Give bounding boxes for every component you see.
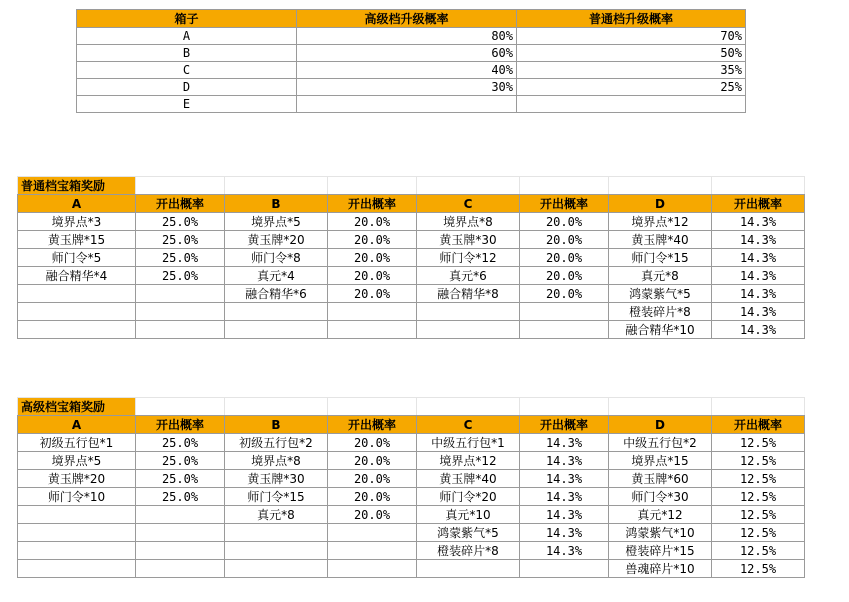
reward-item-cell[interactable]: 师门令*15 [225,488,328,506]
probability-cell[interactable] [328,321,417,339]
table-row [18,560,805,578]
header-cell[interactable]: 开出概率 [520,195,609,213]
header-cell[interactable]: B [225,416,328,434]
reward-item-cell[interactable]: 真元*12 [609,506,712,524]
reward-item-cell[interactable]: 中级五行包*2 [609,434,712,452]
probability-cell[interactable] [136,285,225,303]
reward-item-cell[interactable] [225,303,328,321]
table-cell[interactable]: 40% [297,62,517,79]
reward-item-cell[interactable]: 鸿蒙紫气*10 [609,524,712,542]
probability-cell[interactable]: 25.0% [136,231,225,249]
reward-item-cell[interactable]: 师门令*8 [225,249,328,267]
table-row [18,524,805,542]
reward-item-cell[interactable] [417,303,520,321]
probability-cell[interactable]: 20.0% [328,285,417,303]
reward-item-cell[interactable]: 境界点*15 [609,452,712,470]
table-cell[interactable]: 80% [297,28,517,45]
table-cell[interactable]: C [77,62,297,79]
probability-cell[interactable]: 12.5% [712,488,805,506]
probability-cell[interactable] [520,303,609,321]
table-cell[interactable]: E [77,96,297,113]
probability-cell[interactable] [328,303,417,321]
header-cell[interactable]: 开出概率 [520,416,609,434]
table-title-row [18,177,805,195]
table-row [18,249,805,267]
header-cell[interactable]: 高级档升级概率 [297,10,517,28]
probability-cell[interactable]: 14.3% [520,452,609,470]
probability-cell[interactable]: 12.5% [712,470,805,488]
probability-cell[interactable]: 20.0% [520,267,609,285]
normal-reward-table [17,176,805,339]
upgrade-probability-table [76,9,746,113]
table-row [18,285,805,303]
probability-cell[interactable]: 12.5% [712,524,805,542]
reward-item-cell[interactable]: 橙装碎片*15 [609,542,712,560]
reward-item-cell[interactable]: 真元*4 [225,267,328,285]
probability-cell[interactable]: 12.5% [712,434,805,452]
header-cell[interactable]: C [417,195,520,213]
table-row [77,79,746,96]
reward-item-cell[interactable]: 黄玉牌*20 [225,231,328,249]
reward-item-cell[interactable]: 境界点*5 [225,213,328,231]
header-cell[interactable]: B [225,195,328,213]
reward-item-cell[interactable]: 师门令*5 [18,249,136,267]
reward-item-cell[interactable]: 黄玉牌*60 [609,470,712,488]
table-row [18,267,805,285]
probability-cell[interactable]: 25.0% [136,434,225,452]
probability-cell[interactable]: 14.3% [712,231,805,249]
table-row [77,28,746,45]
probability-cell[interactable]: 25.0% [136,452,225,470]
table-cell[interactable] [297,96,517,113]
table-cell[interactable]: 70% [517,28,746,45]
reward-item-cell[interactable]: 鸿蒙紫气*5 [417,524,520,542]
table-cell[interactable]: 25% [517,79,746,96]
table-row [77,96,746,113]
header-cell[interactable]: 开出概率 [136,416,225,434]
table-cell[interactable]: 35% [517,62,746,79]
table-row [18,506,805,524]
probability-cell[interactable]: 20.0% [328,213,417,231]
probability-cell[interactable]: 25.0% [136,470,225,488]
reward-item-cell[interactable]: 境界点*8 [417,213,520,231]
probability-cell[interactable]: 20.0% [328,434,417,452]
probability-cell[interactable] [136,524,225,542]
reward-item-cell[interactable]: 真元*8 [225,506,328,524]
reward-item-cell[interactable]: 黄玉牌*40 [417,470,520,488]
normal-reward-rows [18,213,805,339]
table-header-row [77,10,746,28]
reward-item-cell[interactable] [225,524,328,542]
probability-cell[interactable]: 14.3% [712,213,805,231]
table-cell[interactable]: B [77,45,297,62]
header-cell[interactable]: 开出概率 [136,195,225,213]
reward-item-cell[interactable]: 橙装碎片*8 [417,542,520,560]
header-cell[interactable]: 开出概率 [712,195,805,213]
probability-cell[interactable]: 20.0% [328,470,417,488]
table-cell[interactable]: 60% [297,45,517,62]
probability-cell[interactable]: 20.0% [520,231,609,249]
reward-item-cell[interactable]: 真元*6 [417,267,520,285]
probability-cell[interactable]: 20.0% [328,249,417,267]
reward-item-cell[interactable]: 黄玉牌*15 [18,231,136,249]
probability-cell[interactable] [328,542,417,560]
reward-item-cell[interactable]: 师门令*12 [417,249,520,267]
table-row [18,542,805,560]
probability-cell[interactable]: 20.0% [520,249,609,267]
header-cell[interactable]: D [609,195,712,213]
reward-item-cell[interactable]: 真元*8 [609,267,712,285]
reward-item-cell[interactable]: 境界点*12 [609,213,712,231]
table-cell[interactable]: 50% [517,45,746,62]
advanced-reward-table [17,397,805,578]
reward-item-cell[interactable] [18,506,136,524]
reward-item-cell[interactable]: 黄玉牌*30 [225,470,328,488]
section-title: 高级档宝箱奖励 [18,398,136,416]
probability-cell[interactable]: 20.0% [328,267,417,285]
header-cell[interactable]: 开出概率 [712,416,805,434]
table-cell[interactable]: D [77,79,297,96]
reward-item-cell[interactable] [417,560,520,578]
table-header-row [18,416,805,434]
reward-item-cell[interactable]: 融合精华*10 [609,321,712,339]
reward-item-cell[interactable]: 融合精华*4 [18,267,136,285]
reward-item-cell[interactable]: 融合精华*6 [225,285,328,303]
probability-cell[interactable]: 25.0% [136,267,225,285]
table-cell[interactable] [517,96,746,113]
reward-item-cell[interactable]: 境界点*8 [225,452,328,470]
probability-cell[interactable] [136,542,225,560]
probability-cell[interactable] [136,321,225,339]
probability-cell[interactable]: 14.3% [520,434,609,452]
probability-cell[interactable]: 12.5% [712,452,805,470]
header-cell[interactable]: A [18,195,136,213]
reward-item-cell[interactable] [417,321,520,339]
probability-cell[interactable]: 14.3% [712,321,805,339]
reward-item-cell[interactable]: 师门令*20 [417,488,520,506]
table-row [18,231,805,249]
probability-cell[interactable] [136,303,225,321]
table-row [77,45,746,62]
table-header-row [18,195,805,213]
table-cell[interactable]: 30% [297,79,517,96]
probability-cell[interactable]: 20.0% [328,231,417,249]
probability-cell[interactable]: 14.3% [520,470,609,488]
reward-item-cell[interactable]: 黄玉牌*30 [417,231,520,249]
header-cell[interactable]: C [417,416,520,434]
header-cell[interactable]: 箱子 [77,10,297,28]
reward-item-cell[interactable]: 境界点*5 [18,452,136,470]
probability-cell[interactable] [520,321,609,339]
reward-item-cell[interactable]: 中级五行包*1 [417,434,520,452]
probability-cell[interactable] [520,560,609,578]
probability-cell[interactable] [328,560,417,578]
table-row [18,434,805,452]
reward-item-cell[interactable] [18,524,136,542]
probability-cell[interactable]: 20.0% [328,506,417,524]
probability-cell[interactable]: 12.5% [712,560,805,578]
reward-item-cell[interactable]: 境界点*3 [18,213,136,231]
probability-cell[interactable]: 20.0% [328,488,417,506]
table-row [18,470,805,488]
probability-cell[interactable]: 14.3% [712,285,805,303]
section-title: 普通档宝箱奖励 [18,177,136,195]
reward-item-cell[interactable]: 初级五行包*2 [225,434,328,452]
probability-cell[interactable]: 14.3% [520,506,609,524]
probability-cell[interactable]: 14.3% [712,303,805,321]
probability-cell[interactable]: 14.3% [712,267,805,285]
probability-cell[interactable]: 14.3% [520,542,609,560]
reward-item-cell[interactable] [18,285,136,303]
reward-item-cell[interactable]: 真元*10 [417,506,520,524]
probability-cell[interactable]: 12.5% [712,506,805,524]
reward-item-cell[interactable] [18,560,136,578]
reward-item-cell[interactable] [225,321,328,339]
reward-item-cell[interactable] [225,560,328,578]
reward-item-cell[interactable]: 黄玉牌*40 [609,231,712,249]
probability-cell[interactable]: 20.0% [520,285,609,303]
probability-cell[interactable]: 25.0% [136,213,225,231]
reward-item-cell[interactable] [225,542,328,560]
table-row [18,488,805,506]
reward-item-cell[interactable]: 师门令*15 [609,249,712,267]
reward-item-cell[interactable]: 黄玉牌*20 [18,470,136,488]
probability-cell[interactable]: 25.0% [136,488,225,506]
header-cell[interactable]: 开出概率 [328,195,417,213]
reward-item-cell[interactable]: 初级五行包*1 [18,434,136,452]
probability-cell[interactable] [136,560,225,578]
probability-cell[interactable]: 25.0% [136,249,225,267]
table-row [18,452,805,470]
reward-item-cell[interactable] [18,321,136,339]
table-row [18,213,805,231]
reward-item-cell[interactable]: 融合精华*8 [417,285,520,303]
reward-item-cell[interactable] [18,542,136,560]
header-cell[interactable]: A [18,416,136,434]
probability-cell[interactable]: 20.0% [520,213,609,231]
reward-item-cell[interactable]: 橙装碎片*8 [609,303,712,321]
table-row [18,321,805,339]
probability-cell[interactable]: 20.0% [328,452,417,470]
table-row [18,303,805,321]
reward-item-cell[interactable]: 师门令*30 [609,488,712,506]
probability-cell[interactable]: 14.3% [712,249,805,267]
table-row [77,62,746,79]
table-title-row [18,398,805,416]
reward-item-cell[interactable]: 鸿蒙紫气*5 [609,285,712,303]
table-cell[interactable]: A [77,28,297,45]
header-cell[interactable]: D [609,416,712,434]
reward-item-cell[interactable]: 境界点*12 [417,452,520,470]
probability-cell[interactable]: 14.3% [520,488,609,506]
reward-item-cell[interactable] [18,303,136,321]
header-cell[interactable]: 开出概率 [328,416,417,434]
probability-cell[interactable] [136,506,225,524]
probability-cell[interactable]: 14.3% [520,524,609,542]
header-cell[interactable]: 普通档升级概率 [517,10,746,28]
reward-item-cell[interactable]: 师门令*10 [18,488,136,506]
probability-cell[interactable]: 12.5% [712,542,805,560]
reward-item-cell[interactable]: 兽魂碎片*10 [609,560,712,578]
probability-cell[interactable] [328,524,417,542]
advanced-reward-rows [18,434,805,578]
